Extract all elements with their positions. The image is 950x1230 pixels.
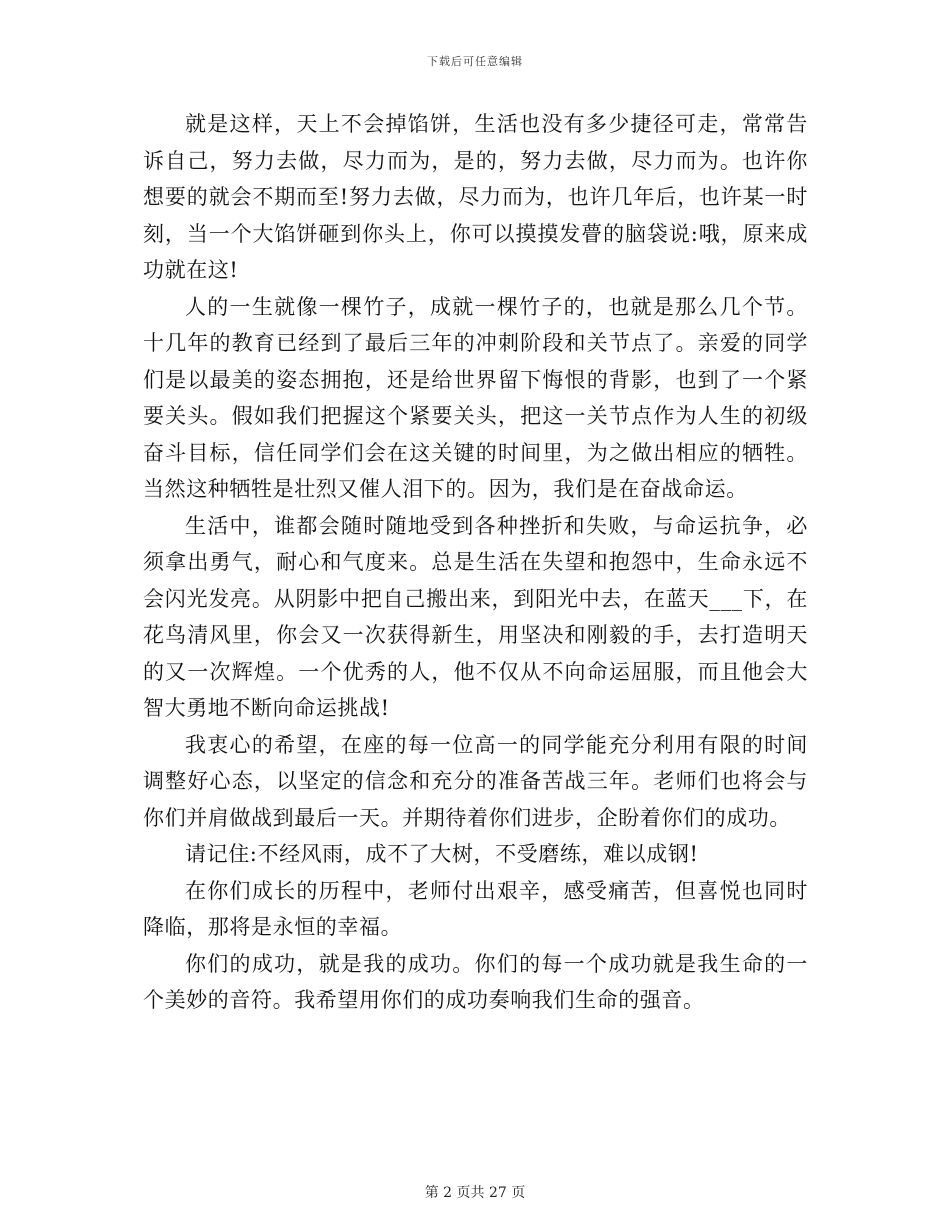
page-header: 下载后可任意编辑 [427,55,523,68]
paragraph-6: 在你们成长的历程中，老师付出艰辛，感受痛苦，但喜悦也同时降临，那将是永恒的幸福。 [143,878,808,939]
paragraph-4: 我衷心的希望，在座的每一位高一的同学能充分利用有限的时间调整好心态，以坚定的信念和充分的准备苦战三年。老师们也将会与你们并肩做战到最后一天。并期待着你们进步，企盼着你们的成功。 [143,732,808,830]
document-body [143,106,808,1019]
paragraph-1: 就是这样，天上不会掉馅饼，生活也没有多少捷径可走，常常告诉自己，努力去做，尽力而为，是的，努力去做，尽力而为。也许你想要的就会不期而至!努力去做，尽力而为，也许几年后，也许某一时刻，当一个大馅饼砸到你头上，你可以摸摸发瞢的脑袋说:哦，原来成功就在这! [143,112,808,282]
paragraph-7: 你们的成功，就是我的成功。你们的每一个成功就是我生命的一个美妙的音符。我希望用你们的成功奏响我们生命的强音。 [143,951,808,1012]
page-number: 第 2 页共 27 页 [424,1185,526,1201]
paragraph-2: 人的一生就像一棵竹子，成就一棵竹子的，也就是那么几个节。十几年的教育已经到了最后三年的冲刺阶段和关节点了。亲爱的同学们是以最美的姿态拥抱，还是给世界留下悔恨的背影，也到了一个紧要关头。假如我们把握这个紧要关头，把这一关节点作为人生的初级奋斗目标，信任同学们会在这关键的时间里，为之做出相应的牺牲。当然这种牺牲是壮烈又催人泪下的。因为，我们是在奋战命运。 [143,294,808,501]
paragraph-5: 请记住:不经风雨，成不了大树，不受磨练，难以成钢! [185,842,699,866]
paragraph-3: 生活中，谁都会随时随地受到各种挫折和失败，与命运抗争，必须拿出勇气，耐心和气度来。总是生活在失望和抱怨中，生命永远不会闪光发亮。从阴影中把自己搬出来，到阳光中去，在蓝天___下，在花鸟清风里，你会又一次获得新生，用坚决和刚毅的手，去打造明天的又一次辉煌。一个优秀的人，他不仅从不向命运屈服，而且他会大智大勇地不断向命运挑战! [143,513,808,720]
